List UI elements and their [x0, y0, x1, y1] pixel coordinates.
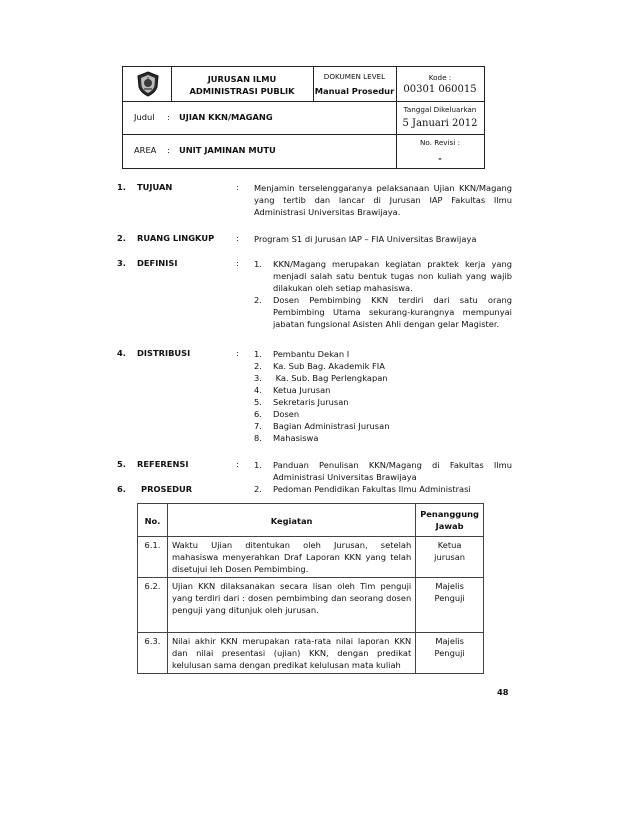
list-item: [254, 360, 512, 372]
list-item: [254, 372, 512, 384]
table-header-row: [138, 504, 484, 537]
section-number: 6.: [117, 484, 126, 494]
section-title-prosedur: PROSEDUR: [141, 484, 193, 494]
section-title-ruang-lingkup: RUANG LINGKUP: [137, 233, 215, 243]
list-item: [254, 408, 512, 420]
procedure-table: [137, 503, 484, 674]
list-number: 7.: [254, 421, 262, 431]
list-number: 1.: [254, 460, 262, 470]
list-text: Ka. Sub. Bag Perlengkapan: [273, 373, 388, 383]
text-line: jurusan: [434, 552, 466, 562]
section-number: 2.: [117, 233, 126, 243]
section-title-tujuan: TUJUAN: [137, 182, 173, 192]
section-colon: :: [236, 348, 239, 358]
ruang-lingkup-text: Program S1 di Jurusan IAP – FIA Universitas Brawijaya: [254, 234, 477, 244]
text-line: penguji yang ditunjuk oleh jurusan.: [171, 605, 319, 615]
list-text: [273, 258, 512, 294]
list-number: 2.: [254, 484, 262, 494]
cell-kegiatan: [167, 633, 415, 674]
list-item: [254, 384, 512, 396]
column-header-no: No.: [138, 504, 168, 537]
text-line: Administrasi Universitas Brawijaya.: [254, 207, 401, 217]
doc-level-value: Manual Prosedur: [314, 86, 395, 96]
text-line: Waktu Ujian ditentukan oleh Jurusan, setelah: [171, 540, 412, 550]
list-item: [254, 483, 512, 495]
cell-no: 6.3.: [138, 633, 168, 674]
text-line: disetujui leh Dosen Pembimbing.: [171, 564, 309, 574]
tanggal-label: Tanggal Dikeluarkan: [403, 105, 477, 114]
section-number: 1.: [117, 182, 126, 192]
list-text: Sekretaris Jurusan: [273, 397, 349, 407]
text-line: Ujian KKN dilaksanakan secara lisan oleh Tim penguji: [171, 581, 412, 591]
table-row: [138, 633, 484, 674]
judul-label: Judul: [134, 112, 155, 122]
list-item: [254, 432, 512, 444]
list-text: Dosen: [273, 409, 300, 419]
list-text: Ka. Sub Bag. Akademik FIA: [273, 361, 385, 371]
section-title-distribusi: DISTRIBUSI: [137, 348, 191, 358]
header-line: Jawab: [435, 521, 464, 531]
list-item: [254, 420, 512, 432]
revisi-label: No. Revisi :: [419, 138, 460, 147]
text-line: KKN/Magang merupakan kegiatan praktek kerja yang: [273, 259, 512, 269]
text-line: jabatan fungsional Asisten Ahli dengan gelar Magister.: [273, 319, 500, 329]
header-line: Penanggung: [420, 509, 479, 519]
section-title-referensi: REFERENSI: [137, 459, 189, 469]
revisi-value: -: [438, 153, 442, 163]
list-item: [254, 294, 512, 330]
list-item: [254, 348, 512, 360]
tanggal-value: 5 Januari 2012: [402, 118, 478, 129]
institution-line-1: JURUSAN ILMU: [207, 74, 277, 84]
section-colon: :: [236, 258, 239, 268]
text-line: Pembimbing Utama sekurang-kurangnya mempunyai: [273, 307, 512, 317]
section-colon: :: [236, 233, 239, 243]
text-line: mahasiswa menyerahkan Draf Laporan KKN yang telah: [171, 552, 412, 562]
text-line: yang terdiri dari : dosen pembimbing dan seorang dosen: [171, 593, 412, 603]
text-line: Pedoman Pendidikan Fakultas Ilmu Administrasi: [273, 484, 471, 494]
list-number: 6.: [254, 409, 262, 419]
institution-line-2: ADMINISTRASI PUBLIK: [189, 86, 295, 96]
header-divider: [123, 101, 484, 102]
kode-label: Kode :: [428, 73, 452, 82]
column-header-kegiatan: Kegiatan: [167, 504, 415, 537]
cell-kegiatan: [167, 537, 415, 578]
list-number: 3.: [254, 373, 262, 383]
list-number: 4.: [254, 385, 262, 395]
text-line: yang tertib dan lancar di Jurusan IAP Fakultas Ilmu: [254, 195, 512, 205]
document-header: [122, 66, 485, 169]
header-divider: [123, 134, 484, 135]
section-colon: :: [236, 459, 239, 469]
cell-no: 6.2.: [138, 578, 168, 633]
area-separator: :: [167, 145, 170, 155]
section-number: 5.: [117, 459, 126, 469]
text-line: Menjamin terselenggaranya pelaksanaan Ujian KKN/Magang: [254, 183, 512, 193]
column-header-penanggung-jawab: [416, 504, 484, 537]
cell-kegiatan: [167, 578, 415, 633]
list-text: Pembantu Dekan I: [273, 349, 350, 359]
section-number: 3.: [117, 258, 126, 268]
list-item: [254, 258, 512, 294]
section-title-definisi: DEFINISI: [137, 258, 178, 268]
list-text: [273, 294, 512, 330]
list-item: [254, 396, 512, 408]
judul-separator: :: [167, 112, 170, 122]
list-number: 1.: [254, 259, 262, 269]
tujuan-text: [254, 182, 512, 218]
list-number: 2.: [254, 361, 262, 371]
text-line: Majelis: [435, 636, 464, 646]
cell-penanggung-jawab: [416, 578, 484, 633]
text-line: Penguji: [434, 593, 465, 603]
kode-value: 00301 060015: [403, 84, 477, 95]
list-text: Mahasiswa: [273, 433, 319, 443]
text-line: kelulusan sama dengan predikat kelulusan mata kuliah: [171, 660, 401, 670]
list-text: Bagian Administrasi Jurusan: [273, 421, 390, 431]
cell-penanggung-jawab: [416, 537, 484, 578]
section-colon: :: [236, 182, 239, 192]
text-line: Ketua: [437, 540, 462, 550]
list-text: Ketua Jurusan: [273, 385, 331, 395]
area-value: UNIT JAMINAN MUTU: [179, 145, 276, 155]
list-text: [273, 459, 512, 483]
list-text: [273, 483, 512, 495]
list-number: 8.: [254, 433, 262, 443]
text-line: dilakukan oleh setiap mahasiswa.: [273, 283, 413, 293]
institution-name: [171, 73, 313, 97]
judul-value: UJIAN KKN/MAGANG: [179, 112, 273, 122]
text-line: Nilai akhir KKN merupakan rata-rata nilai laporan KKN: [171, 636, 412, 646]
text-line: Administrasi Universitas Brawijaya: [273, 472, 417, 482]
list-item: [254, 459, 512, 483]
text-line: menjadi salah satu bentuk tugas non kuliah yang wajib: [273, 271, 512, 281]
text-line: Dosen Pembimbing KKN terdiri dari satu orang: [273, 295, 512, 305]
doc-level-label: DOKUMEN LEVEL: [323, 72, 386, 81]
table-row: [138, 578, 484, 633]
area-label: AREA: [134, 145, 157, 155]
list-number: 5.: [254, 397, 262, 407]
cell-penanggung-jawab: [416, 633, 484, 674]
list-number: 1.: [254, 349, 262, 359]
text-line: Penguji: [434, 648, 465, 658]
text-line: Panduan Penulisan KKN/Magang di Fakultas Ilmu: [273, 460, 512, 470]
text-line: dan nilai presentasi (ujian) KKN, dengan predikat: [171, 648, 412, 658]
cell-no: 6.1.: [138, 537, 168, 578]
list-number: 2.: [254, 295, 262, 305]
table-row: [138, 537, 484, 578]
text-line: Majelis: [435, 581, 464, 591]
page-number: 48: [497, 687, 509, 697]
section-number: 4.: [117, 348, 126, 358]
university-seal-icon: [136, 71, 160, 97]
